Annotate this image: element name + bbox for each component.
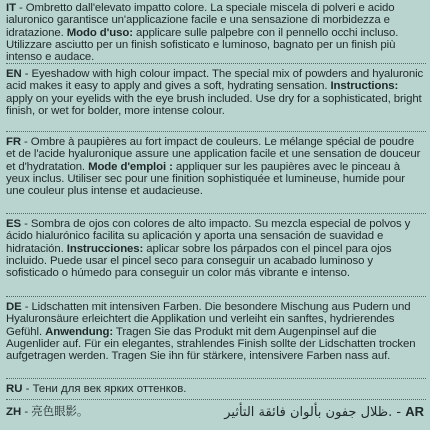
lang-code: ZH	[6, 406, 22, 418]
section-text: Tragen Sie das Produkt mit dem Augenpinsel auf die Augenlider auf. Für ein elegantes, strahlendes Finish sollte der Lidschatten trocken aufgetragen werden. Tragen Sie ihn für stärkere, intensivere Farben nass auf.	[6, 325, 416, 363]
lang-code: IT	[6, 2, 16, 14]
section-ar	[224, 404, 424, 420]
section-es	[6, 218, 426, 279]
divider	[6, 399, 426, 400]
divider	[6, 63, 426, 64]
divider	[6, 213, 426, 214]
section-text: appliquer sur les paupières avec le pinceau à yeux inclus. Utiliser sec pour une finition sophistiquée et lumineuse, humide pour une couleur plus intense et audacieuse.	[6, 160, 405, 198]
usage-heading: Anwendung:	[45, 325, 114, 338]
section-text: - Sombra de ojos con colores de alto impacto. Su mezcla especial de polvos y ácido hialurónico facilita su aplicación y aporta una sensación de suavidad e hidratación.	[6, 218, 411, 255]
section-text: aplicar sobre los párpados con el pincel para ojos incluido. Puede usar el pincel seco para conseguir un acabado luminoso y sofisticado o húmedo para conseguir un color más vibrante e intenso.	[6, 242, 392, 280]
lang-code: RU	[6, 383, 23, 395]
usage-heading: Mode d'emploi :	[88, 160, 173, 173]
section-text: - Тени для век ярких оттенков.	[22, 383, 187, 395]
section-fr	[6, 136, 426, 197]
lang-code: AR	[405, 404, 424, 419]
usage-heading: Instrucciones:	[66, 242, 144, 255]
section-text: - Ombre à paupières au fort impact de couleurs. Le mélange spécial de poudre et de l'acide hyaluronique assure une application facile et une sensation de douceur et d'hydratation.	[6, 136, 421, 173]
divider	[6, 296, 426, 297]
section-de	[6, 301, 426, 362]
section-text: apply on your eyelids with the eye brush included. Use dry for a sophisticated, bright finish, or wet for bolder, more intense colour.	[6, 92, 422, 117]
lang-code: DE	[6, 301, 22, 313]
section-it	[6, 2, 426, 63]
section-text: ظلال جفون بألوان فائقة التأثير. -	[224, 405, 406, 420]
divider	[6, 378, 426, 379]
divider	[6, 131, 426, 132]
usage-heading: Instructions:	[330, 80, 399, 93]
lang-code: ES	[6, 218, 21, 230]
section-zh	[6, 406, 88, 419]
section-ru	[6, 383, 186, 396]
section-text: - Eyeshadow with high colour impact. The special mix of powders and hyaluronic acid makes it easy to apply and gives a soft, hydrating sensation.	[6, 68, 424, 93]
lang-code: FR	[6, 136, 21, 148]
section-text: - 亮色眼影。	[21, 406, 89, 418]
usage-heading: Modo d'uso:	[66, 26, 133, 39]
lang-code: EN	[6, 68, 22, 80]
section-text: applicare sulle palpebre con il pennello occhi incluso. Utilizzare asciutto per un finish sofisticato e luminoso, bagnato per un finish più intenso e audace.	[6, 26, 399, 64]
section-text: - Ombretto dall'elevato impatto colore. La speciale miscela di polveri e acido ialuronico garantisce un'applicazione facile e una sensazione di morbidezza e idratazione.	[6, 2, 395, 39]
section-text: - Lidschatten mit intensiven Farben. Die besondere Mischung aus Pudern und Hyaluronsäure erleichtert die Applikation und verleiht ein sanftes, hydrierendes Gefühl.	[6, 301, 411, 338]
section-en	[6, 68, 426, 117]
